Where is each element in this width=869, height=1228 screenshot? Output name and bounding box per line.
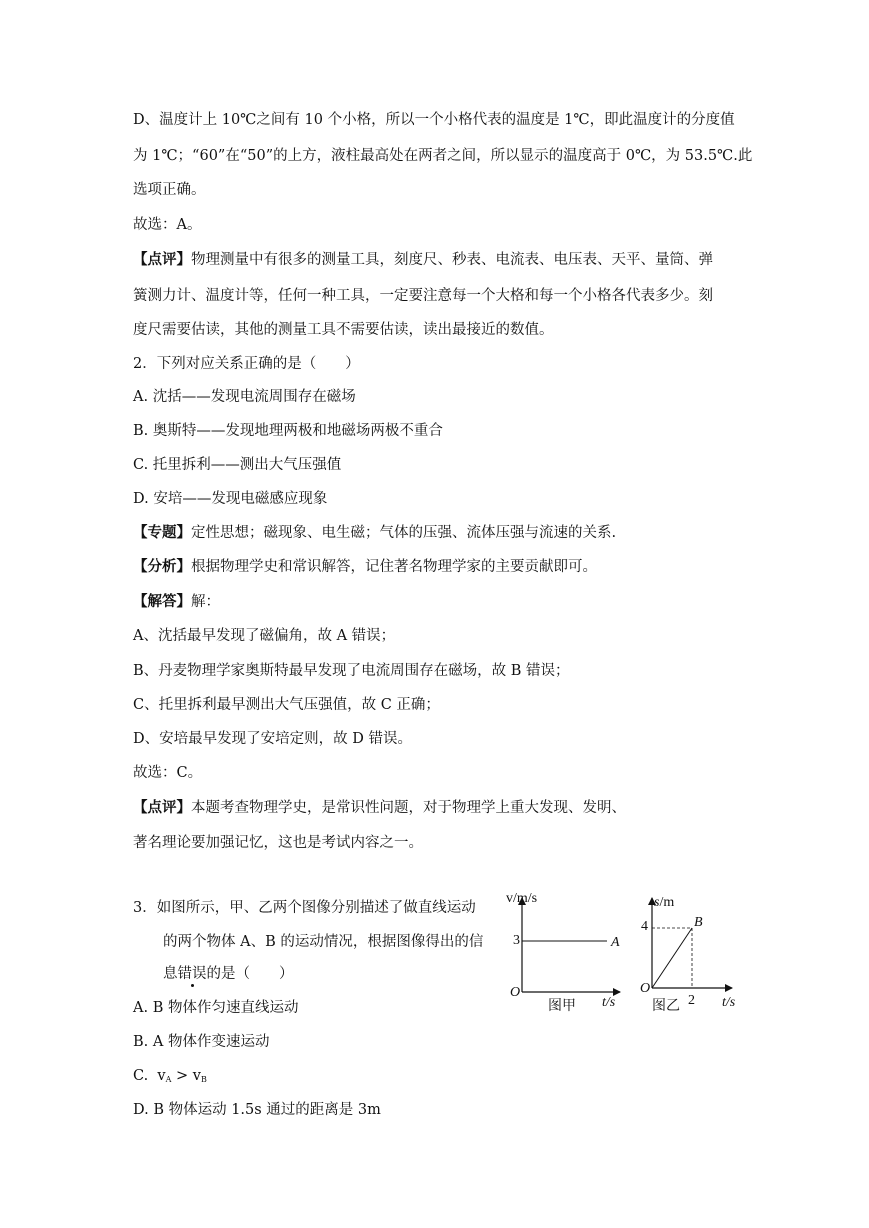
- q1-option-d-line1: D、温度计上 10℃之间有 10 个小格，所以一个小格代表的温度是 1℃，即此温度计的分度值: [133, 112, 735, 128]
- y-tick-label: 3: [513, 933, 520, 948]
- q1-review-line3: 度尺需要估读，其他的测量工具不需要估读，读出最接近的数值。: [133, 322, 554, 338]
- topic-tag: 【专题】: [133, 524, 191, 541]
- q2-review-line2: 著名理论要加强记忆，这也是考试内容之一。: [133, 835, 423, 851]
- review-text: 物理测量中有很多的测量工具，刻度尺、秒表、电流表、电压表、天平、量筒、弹: [191, 252, 713, 268]
- q2-option-b: B. 奥斯特——发现地理两极和地磁场两极不重合: [133, 423, 443, 439]
- origin-label: O: [640, 981, 651, 996]
- series-label-b: B: [694, 915, 703, 930]
- chart-yi-distance-time: [634, 884, 744, 1018]
- answer-tag: 【解答】: [133, 593, 191, 610]
- q3-stem-line3: 息错误的是（ ）: [163, 966, 294, 982]
- review-tag: 【点评】: [133, 251, 191, 268]
- y-axis-label: v/m/s: [506, 891, 538, 906]
- analysis-tag: 【分析】: [133, 558, 191, 575]
- q1-choice: 故选：A。: [133, 217, 202, 233]
- q3-option-c: C. $v_A > v_B$: [133, 1068, 207, 1084]
- q2-answer-b: B、丹麦物理学家奥斯特最早发现了电流周围存在磁场，故 B 错误；: [133, 663, 570, 679]
- y-axis-label: s/m: [654, 895, 675, 910]
- chart-caption: 图甲: [548, 999, 576, 1014]
- x-axis-label: t/s: [722, 995, 736, 1010]
- q1-option-d-line3: 选项正确。: [133, 182, 206, 198]
- review-text: 本题考查物理学史，是常识性问题，对于物理学上重大发现、发明、: [191, 800, 626, 816]
- q3-stem-line2: 的两个物体 A、B 的运动情况，根据图像得出的信: [163, 934, 484, 950]
- q2-option-c: C. 托里拆利——测出大气压强值: [133, 457, 342, 473]
- q2-option-d: D. 安培——发现电磁感应现象: [133, 491, 328, 507]
- origin-label: O: [510, 985, 521, 1000]
- analysis-text: 根据物理学史和常识解答，记住著名物理学家的主要贡献即可。: [191, 559, 597, 575]
- chart-jia-velocity-time: [500, 884, 630, 1018]
- topic-text: 定性思想；磁现象、电生磁；气体的压强、流体压强与流速的关系.: [191, 525, 617, 541]
- answer-intro: 解：: [191, 594, 220, 610]
- q2-topic: [133, 523, 616, 543]
- q2-review-line1: [133, 798, 626, 818]
- x-tick-label: 2: [688, 993, 695, 1008]
- x-axis-label: t/s: [602, 995, 616, 1010]
- q2-answer-heading: [133, 592, 220, 612]
- q1-review-line2: 簧测力计、温度计等，任何一种工具，一定要注意每一个大格和每一个小格各代表多少。刻: [133, 288, 713, 304]
- q1-review-line1: [133, 250, 713, 270]
- q1-option-d-line2: 为 1℃；“60”在“50”的上方，液柱最高处在两者之间，所以显示的温度高于 0℃，为 53.5℃.此: [133, 148, 753, 164]
- emphasis-word: 错误: [177, 966, 207, 982]
- q3-option-a: A. B 物体作匀速直线运动: [133, 1000, 299, 1016]
- review-tag: 【点评】: [133, 799, 191, 816]
- q3-option-d: D. B 物体运动 1.5s 通过的距离是 3m: [133, 1102, 381, 1118]
- q2-stem: 2．下列对应关系正确的是（ ）: [133, 356, 360, 372]
- q3-option-b: B. A 物体作变速运动: [133, 1034, 270, 1050]
- q3-stem-line1: 3．如图所示，甲、乙两个图像分别描述了做直线运动: [133, 900, 476, 916]
- series-label-a: A: [611, 935, 620, 950]
- q2-answer-d: D、安培最早发现了安培定则，故 D 错误。: [133, 731, 412, 747]
- series-line-b: [652, 928, 692, 988]
- chart-caption: 图乙: [652, 999, 680, 1014]
- q2-answer-a: A、沈括最早发现了磁偏角，故 A 错误；: [133, 628, 396, 644]
- q2-answer-c: C、托里拆利最早测出大气压强值，故 C 正确；: [133, 697, 440, 713]
- q2-analysis: [133, 557, 597, 577]
- y-tick-label: 4: [641, 919, 648, 934]
- q2-choice: 故选：C。: [133, 765, 203, 781]
- q2-option-a: A. 沈括——发现电流周围存在磁场: [133, 389, 356, 405]
